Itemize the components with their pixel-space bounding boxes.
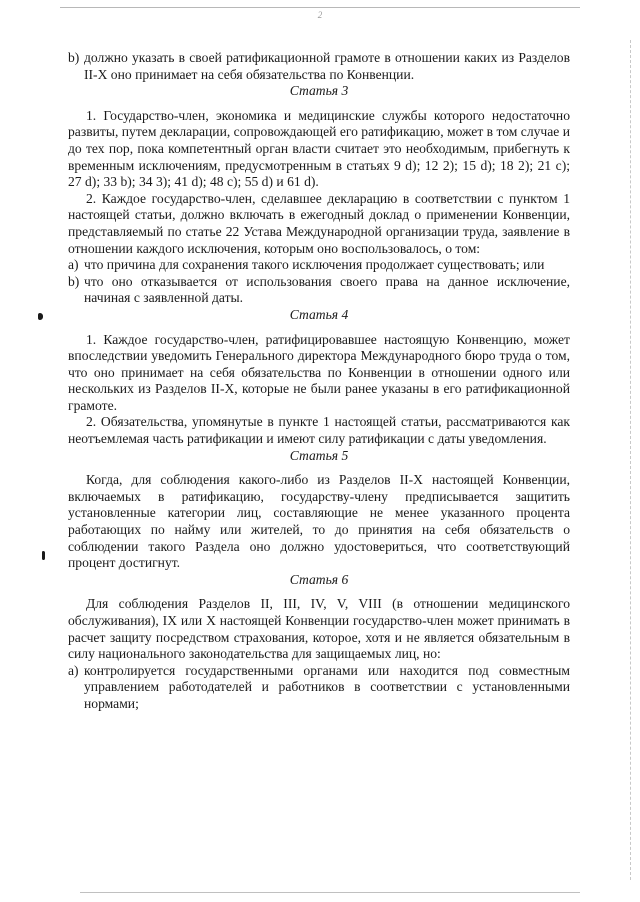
item-text: что оно отказывается от использования своего права на данное исключение, начиная с заявленной даты. bbox=[84, 273, 570, 306]
item-text: должно указать в своей ратификационной грамоте в отношении каких из Разделов II-X оно принимает на себя обязательства по Конвенции. bbox=[84, 50, 570, 82]
article6-paragraph-1: Для соблюдения Разделов II, III, IV, V, VIII (в отношении медицинского обслуживания), IX или X настоящей Конвенции государство-член может принимать в расчет защиту посредством страхования, которое, хотя и не является обязательным в силу национального законодательства для защищаемых лиц, но: bbox=[68, 596, 570, 662]
article5-paragraph-1: Когда, для соблюдения какого-либо из Разделов II-X настоящей Конвенции, включаемых в ратификацию, государству-члену предписывается защитить установленные категории лиц, составляющие не менее указанного процента работающих по найму или жителей, то до принятия на себя обязательств о соблюдении такого Раздела оно должно удостовериться, что соответствующий процент достигнут. bbox=[68, 472, 570, 571]
item-text: контролируется государственными органами или находится под совместным управлением работодателей и работников в соответствии с установленными нормами; bbox=[84, 662, 570, 711]
article6-heading: Статья 6 bbox=[289, 571, 349, 587]
article4-paragraph-2: 2. Обязательства, упомянутые в пункте 1 настоящей статьи, рассматриваются как неотъемлемая часть ратификации и имеют силу ратификации с даты уведомления. bbox=[68, 414, 570, 447]
article6-item-a bbox=[68, 663, 570, 713]
scan-top-edge bbox=[60, 7, 580, 8]
punch-hole-mark bbox=[38, 313, 43, 320]
document-body bbox=[68, 50, 570, 713]
article3-paragraph-1: 1. Государство-член, экономика и медицинские службы которого недостаточно развиты, путем декларации, сопровождающей его ратификацию, может в том случае и до тех пор, пока компетентный орган власти считает это необходимым, прибегнуть к временным исключениям, предусмотренным в статьях 9 d); 12 2); 15 d); 18 2); 21 c); 27 d); 33 b); 34 3); 41 d); 48 c); 55 d) и 61 d). bbox=[68, 107, 570, 190]
item-label: a) bbox=[68, 662, 79, 678]
item-label: b) bbox=[68, 273, 80, 289]
article3-heading: Статья 3 bbox=[289, 83, 349, 99]
article3-item-a bbox=[68, 257, 570, 274]
item-text: что причина для сохранения такого исключения продолжает существовать; или bbox=[84, 257, 545, 273]
article3-item-b bbox=[68, 274, 570, 307]
page-number: 2 bbox=[317, 10, 323, 20]
punch-hole-mark bbox=[42, 551, 45, 560]
scan-right-edge bbox=[630, 40, 631, 880]
article5-heading: Статья 5 bbox=[289, 447, 349, 463]
article2-item-b bbox=[68, 50, 570, 83]
item-label: b) bbox=[68, 50, 80, 65]
scan-bottom-edge bbox=[80, 892, 580, 893]
item-label: a) bbox=[68, 257, 79, 273]
article3-paragraph-2: 2. Каждое государство-член, сделавшее декларацию в соответствии с пунктом 1 настоящей статьи, должно включать в ежегодный доклад о применении Конвенции, представляемый по статье 22 Устава Международной организации труда, заявление в отношении каждого исключения, которым оно воспользовалось, о том: bbox=[68, 190, 570, 256]
article4-heading: Статья 4 bbox=[289, 306, 349, 322]
article4-paragraph-1: 1. Каждое государство-член, ратифицировавшее настоящую Конвенцию, может впоследствии уведомить Генерального директора Международного бюро труда о том, что оно принимает на себя обязательства по Конвенции в отношении одного или нескольких из Разделов II-X, которые не были ранее указаны в его ратификационной грамоте. bbox=[68, 331, 570, 413]
